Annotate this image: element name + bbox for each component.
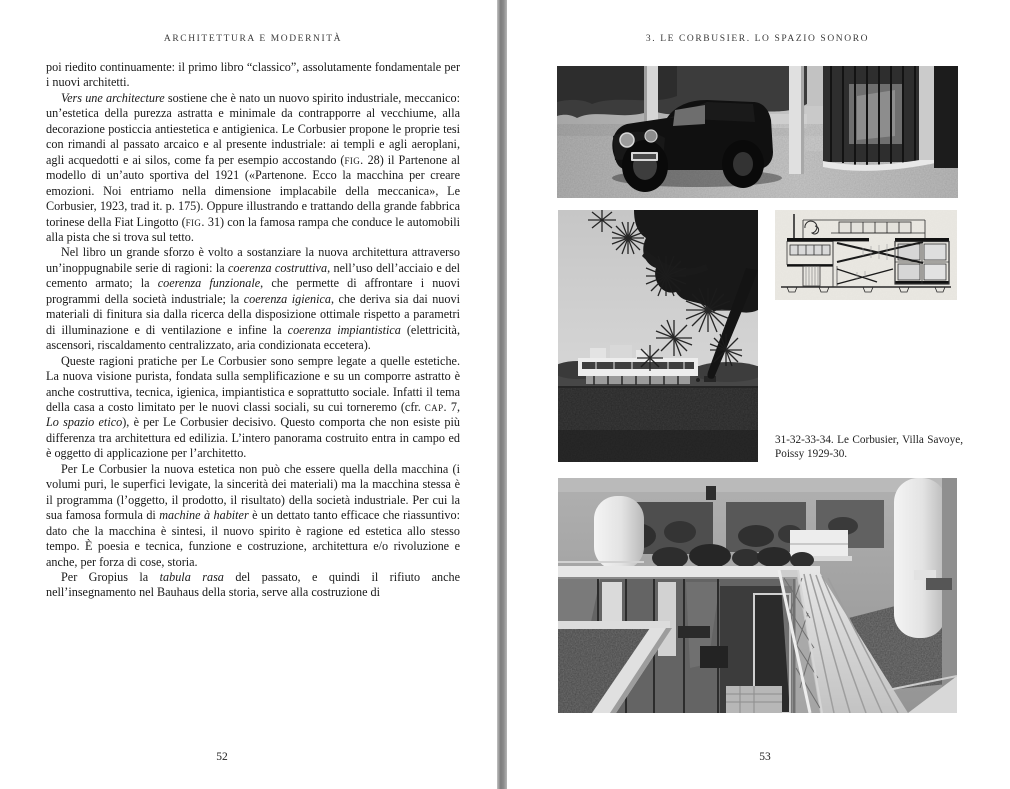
figure-car-under-pilotis bbox=[557, 66, 958, 198]
body-paragraph: Nel libro un grande sforzo è volto a sostanziare la nuova architettura attraverso un’inoppugnabile serie di ragioni: la coerenza costruttiva, nell’uso dell’acciaio e del cemento armato; la coerenza funzionale, che permette di affrontare i nuovi programmi della società industriale; la coerenza igienica, che deriva sia dai nuovi materiali di finitura sia dalla ricerca della disposizione ottimale rispetto a parametri di illuminazione e di ventilazione e infine la coerenza impiantistica (elettricità, ascensori, riscaldamento centralizzato, aria condizionata eccetera). bbox=[46, 245, 460, 353]
left-body-text bbox=[46, 60, 460, 601]
left-page bbox=[46, 0, 460, 789]
right-running-head: 3. LE CORBUSIER. LO SPAZIO SONORO bbox=[645, 34, 870, 44]
car-photo-illustration bbox=[557, 66, 958, 198]
roof-terrace-photo-illustration bbox=[558, 478, 957, 713]
body-paragraph: poi riedito continuamente: il primo libro “classico”, assolutamente fondamentale per i nuovi architetti. bbox=[46, 60, 460, 90]
figure-caption: 31-32-33-34. Le Corbusier, Villa Savoye, Poissy 1929-30. bbox=[775, 434, 963, 460]
meadow-photo-illustration bbox=[558, 210, 758, 462]
right-page-number: 53 bbox=[759, 751, 771, 763]
body-paragraph: Per Le Corbusier la nuova estetica non può che essere quella della macchina (i volumi puri, le superfici levigate, la sincerità dei materiali) ma la macchina stessa è il programma (l’oggetto, il prodotto, il risultato) della società industriale. Per cui la sua famosa formula di machine à habiter è un dettato tanto efficace che riassuntivo: dato che la macchina è sintesi, il nuovo spirito è ragione ed estetica allo stesso tempo. È poesia e tecnica, funzione e costruzione, architettura e/o rivoluzione e anche, per forza di cose, storia. bbox=[46, 461, 461, 569]
section-drawing-illustration bbox=[775, 210, 957, 300]
left-running-head: ARCHITETTURA E MODERNITÀ bbox=[163, 34, 343, 44]
body-paragraph: Vers une architecture sostiene che è nato un nuovo spirito industriale, meccanico: un’estetica della purezza astratta e minimale da contrapporre al vecchiume, alla decorazione posticcia antiestetica e antigienica. Le Corbusier propone le proprie tesi con rimandi al passato arcaico e al presente industriale: ai templi e agli aeroplani, agli acquedotti e ai silos, come fa per esempio accostando (fig. 28) il Partenone al modello di un’auto sportiva del 1921 («Partenone. Ecco la macchina per creare emozioni. Noi entriamo nella dimensione implacabile della meccanica», Le Corbusier, 1923, trad it. p. 175). Oppure illustrando e trattando della grande fabbrica torinese della Fiat Lingotto (fig. 31) con la famosa rampa che conduce le automobili alla pista che si trova sul tetto. bbox=[46, 90, 460, 244]
figure-section-drawing bbox=[775, 210, 957, 300]
body-paragraph: Per Gropius la tabula rasa del passato, e quindi il rifiuto anche nell’insegnamento nel Bauhaus della storia, serve alla costruzione di bbox=[46, 569, 461, 600]
body-paragraph: Queste ragioni pratiche per Le Corbusier sono sempre legate a quelle estetiche. La nuova visione purista, fondata sulla semplificazione e su un comporre astratto è anche costruttiva, tecnica, igienica, impiantistica e soprattutto sociale. Infatti il tema della casa a costo limitato per le nuovi classi sociali, su cui torneremo (cfr. cap. 7, Lo spazio etico), è per Le Corbusier decisivo. Questo comporta che non esiste più differenza tra architettura ed edilizia. L’intero panorama costruito entra in campo ed è oggetto di applicazione per l’architetto. bbox=[46, 353, 461, 461]
left-page-number: 52 bbox=[216, 751, 228, 763]
right-page bbox=[557, 0, 963, 789]
figure-villa-across-meadow bbox=[558, 210, 758, 462]
page-gutter bbox=[497, 0, 507, 789]
figure-roof-terrace bbox=[558, 478, 957, 713]
